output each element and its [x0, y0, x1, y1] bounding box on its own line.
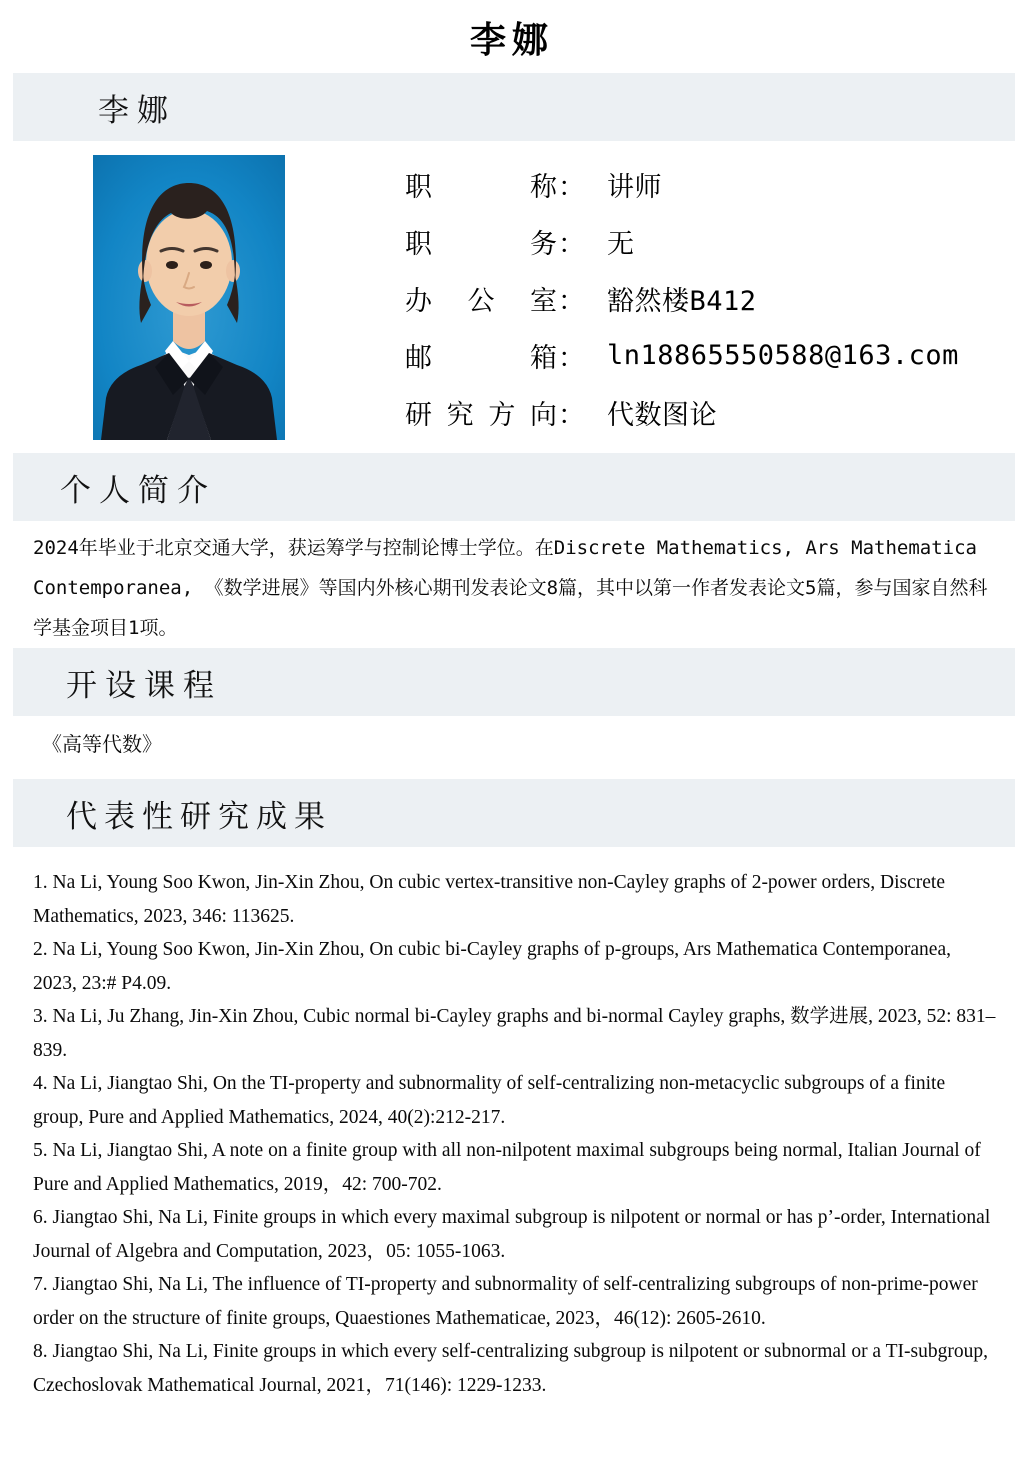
section-header-intro	[13, 453, 1015, 521]
intro-paragraph: 2024年毕业于北京交通大学，获运筹学与控制论博士学位。在Discrete Mathematics, Ars Mathematica Contemporanea, 《数学进展》等国内外核心期刊发表论文8篇，其中以第一作者发表论文5篇，参与国家自然科学基金项目1项。	[33, 537, 988, 639]
section-header-publications-label: 代表性研究成果	[66, 798, 332, 834]
info-colon: ：	[558, 286, 585, 316]
publication-item: 3. Na Li, Ju Zhang, Jin-Xin Zhou, Cubic normal bi-Cayley graphs and bi-normal Cayley graphs, 数学进展, 2023, 52: 831–839.	[33, 1006, 996, 1061]
info-label: 职务	[405, 229, 557, 259]
portrait-photo	[93, 155, 285, 440]
info-row-position	[405, 213, 959, 270]
course-item: 《高等代数》	[42, 734, 162, 756]
publication-item: 1. Na Li, Young Soo Kwon, Jin-Xin Zhou, On cubic vertex-transitive non-Cayley graphs of 2-power orders, Discrete Mathematics, 2023, 346: 113625.	[33, 872, 945, 927]
info-value-research: 代数图论	[607, 400, 717, 431]
publication-item: 7. Jiangtao Shi, Na Li, The influence of TI-property and subnormality of self-centralizing subgroups of non-prime-power order on the structure of finite groups, Quaestiones Mathematicae, 2023，46(12): 2605-2610.	[33, 1274, 978, 1329]
section-header-courses-label: 开设课程	[66, 667, 222, 703]
info-row-research	[405, 384, 959, 441]
profile-section	[0, 155, 1024, 440]
profile-info	[405, 155, 959, 440]
info-label: 职称	[405, 172, 557, 202]
section-header-courses	[13, 648, 1015, 716]
section-header-publications	[13, 779, 1015, 847]
publication-item: 2. Na Li, Young Soo Kwon, Jin-Xin Zhou, On cubic bi-Cayley graphs of p-groups, Ars Mathematica Contemporanea, 2023, 23:# P4.09.	[33, 939, 951, 994]
info-value-title: 讲师	[607, 172, 662, 203]
info-colon: ：	[558, 229, 585, 259]
info-value-position: 无	[607, 229, 635, 260]
name-banner	[13, 73, 1015, 141]
publication-item: 8. Jiangtao Shi, Na Li, Finite groups in which every self-centralizing subgroup is nilpotent or subnormal or a TI-subgroup, Czechoslovak Mathematical Journal, 2021，71(146): 1229-1233.	[33, 1341, 988, 1396]
info-row-office	[405, 270, 959, 327]
publication-item: 4. Na Li, Jiangtao Shi, On the TI-property and subnormality of self-centralizing non-metacyclic subgroups of a finite group, Pure and Applied Mathematics, 2024, 40(2):212-217.	[33, 1073, 946, 1128]
info-colon: ：	[558, 343, 585, 373]
name-banner-label: 李娜	[98, 92, 176, 128]
page-title: 李娜	[469, 19, 554, 60]
info-colon: ：	[558, 400, 585, 430]
info-label: 邮箱	[405, 343, 557, 373]
publication-item: 6. Jiangtao Shi, Na Li, Finite groups in which every maximal subgroup is nilpotent or normal or has p’-order, International Journal of Algebra and Computation, 2023，05: 1055-1063.	[33, 1207, 991, 1262]
publication-item: 5. Na Li, Jiangtao Shi, A note on a finite group with all non-nilpotent maximal subgroups being normal, Italian Journal of Pure and Applied Mathematics, 2019，42: 700-702.	[33, 1140, 981, 1195]
portrait-photo-graphic	[93, 155, 285, 440]
section-header-intro-label: 个人简介	[60, 472, 216, 508]
publication-list	[33, 866, 996, 1402]
info-colon: ：	[558, 172, 585, 202]
info-value-email: ln18865550588@163.com	[607, 340, 959, 371]
info-label: 办公室	[405, 286, 557, 316]
info-label: 研究方向	[405, 400, 557, 430]
info-row-title	[405, 156, 959, 213]
info-value-office: 豁然楼B412	[607, 286, 757, 317]
info-row-email	[405, 327, 959, 384]
